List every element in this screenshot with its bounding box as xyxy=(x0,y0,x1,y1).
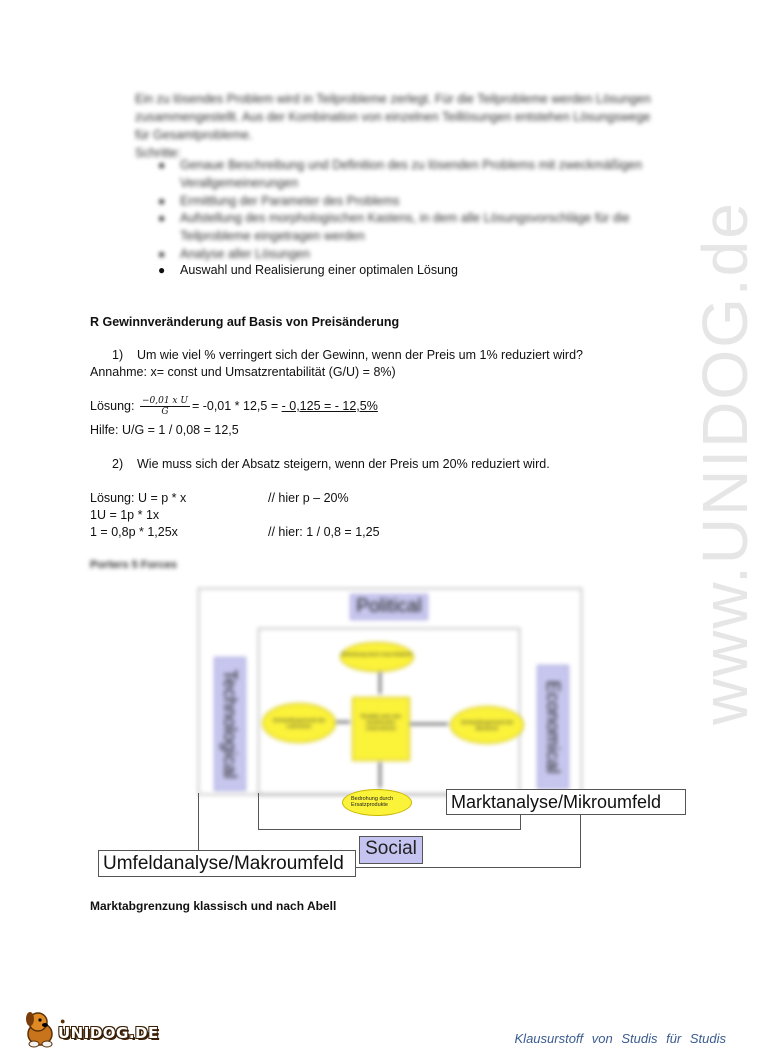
solution-middle: = -0,01 * 12,5 = xyxy=(191,398,279,413)
bullet-item xyxy=(158,157,680,174)
solution-result: - 0,125 = - 12,5% xyxy=(281,398,378,413)
assumption-text: Annahme: x= const und Umsatzrentabilität (G/U) = 8%) xyxy=(90,365,396,379)
bullet-dot-icon: ● xyxy=(158,211,166,225)
bullet-continuation xyxy=(180,228,365,245)
paw-icon: ● xyxy=(60,1016,66,1026)
left-ellipse xyxy=(262,703,336,743)
connector-inner-left xyxy=(258,793,259,829)
intro-line-2: zusammengestellt. Aus der Kombination von einzelnen Teillösungen entstehen Lösungswege xyxy=(135,110,651,124)
question-1: 1) Um wie viel % verringert sich der Gewinn, wenn der Preis um 1% reduziert wird? xyxy=(112,348,584,362)
bullet-text: Aufstellung des morphologischen Kastens, in dem alle Lösungsvorschläge für die xyxy=(180,211,630,225)
bullet-dot-icon: ● xyxy=(158,247,166,261)
section-heading: R Gewinnveränderung auf Basis von Preisänderung xyxy=(90,315,400,329)
economical-box xyxy=(537,665,569,789)
bullet-text: Analyse aller Lösungen xyxy=(180,247,310,261)
top-ellipse-label: Bedrohung durch neue Anbieter xyxy=(341,652,413,658)
fraction-numerator: −0,01 x U xyxy=(141,396,188,406)
solution2-comment-c: // hier: 1 / 0,8 = 1,25 xyxy=(268,525,380,539)
tagline: Klausurstoff von Studis für Studis xyxy=(514,1031,726,1046)
bullet-text: Verallgemeinerungen xyxy=(180,176,299,190)
intro-line-3: für Gesamtprobleme. xyxy=(135,128,253,142)
economical-label: Economical xyxy=(543,680,563,774)
bullet-dot-icon: ● xyxy=(158,194,166,208)
bullet-text: Auswahl und Realisierung einer optimalen Lösung xyxy=(180,263,458,277)
logo-text: UNIDOG.DE xyxy=(58,1024,159,1042)
connector-left-vertical xyxy=(198,793,199,851)
arrow-top xyxy=(379,672,381,694)
solution2-line-c-clip xyxy=(90,523,420,539)
umfeldanalyse-label: Umfeldanalyse/Makroumfeld xyxy=(98,850,356,877)
solution2-comment-a: // hier p – 20% xyxy=(268,491,349,505)
bullet-continuation xyxy=(180,175,298,192)
footer xyxy=(0,1000,750,1059)
left-ellipse-label: Verhandlungsmacht der Lieferanten xyxy=(272,718,326,730)
arrow-right xyxy=(410,723,448,725)
solution-line xyxy=(90,396,378,417)
bullet-dot-icon: ● xyxy=(158,158,166,172)
bullet-item xyxy=(158,246,310,263)
bullet-item xyxy=(158,210,680,227)
right-ellipse-label: Verhandlungsmacht der Abnehmer xyxy=(460,720,514,732)
solution2-line-a: Lösung: U = p * x xyxy=(90,491,187,505)
fraction-denominator: G xyxy=(161,407,169,417)
bullet-text: Teilprobleme eingetragen werden xyxy=(180,229,365,243)
arrow-left xyxy=(336,721,350,723)
final-heading: Marktabgrenzung klassisch und nach Abell xyxy=(90,899,337,913)
connector-bottom-horizontal xyxy=(356,867,581,868)
fraction xyxy=(140,396,190,417)
dog-logo-icon xyxy=(22,1008,58,1048)
social-box: Social xyxy=(359,836,423,864)
center-box-label: Rivalität unter den bestehenden Unternehmen xyxy=(360,714,402,732)
steps-label: Schritte: xyxy=(135,146,181,160)
watermark-text: www.UNIDOG.de xyxy=(689,201,761,725)
center-box xyxy=(352,697,410,761)
bullet-dot-icon: ● xyxy=(158,263,166,277)
technological-box xyxy=(214,657,246,791)
technological-label: Technological xyxy=(220,669,240,779)
bullet-item xyxy=(158,262,458,279)
question-2: 2) Wie muss sich der Absatz steigern, wenn der Preis um 20% reduziert wird. xyxy=(112,457,550,471)
connector-inner-bottom xyxy=(258,829,520,830)
porter-heading: Porters 5 Forces xyxy=(90,559,177,571)
bullet-item xyxy=(158,193,400,210)
marktanalyse-label: Marktanalyse/Mikroumfeld xyxy=(446,789,686,815)
bottom-ellipse-label: Bedrohung durch Ersatzprodukte xyxy=(351,796,394,808)
solution-label: Lösung: xyxy=(90,398,135,413)
bullet-text: Genaue Beschreibung und Definition des zu lösenden Problems mit zweckmäßigen xyxy=(180,158,643,172)
right-ellipse xyxy=(450,706,524,744)
solution2-line-b: 1U = 1p * 1x xyxy=(90,508,160,522)
bottom-ellipse xyxy=(342,789,412,816)
political-box: Political xyxy=(350,594,428,620)
intro-line-1: Ein zu lösendes Problem wird in Teilprobleme zerlegt. Für die Teilprobleme werden Lösungen xyxy=(135,92,651,106)
arrow-bottom xyxy=(379,762,381,788)
intro-paragraph xyxy=(135,90,675,162)
hint-text: Hilfe: U/G = 1 / 0,08 = 12,5 xyxy=(90,423,239,437)
top-ellipse xyxy=(340,642,414,672)
solution2-line-c: 1 = 0,8p * 1,25x xyxy=(90,525,178,539)
bullet-text: Ermittlung der Parameter des Problems xyxy=(180,194,400,208)
